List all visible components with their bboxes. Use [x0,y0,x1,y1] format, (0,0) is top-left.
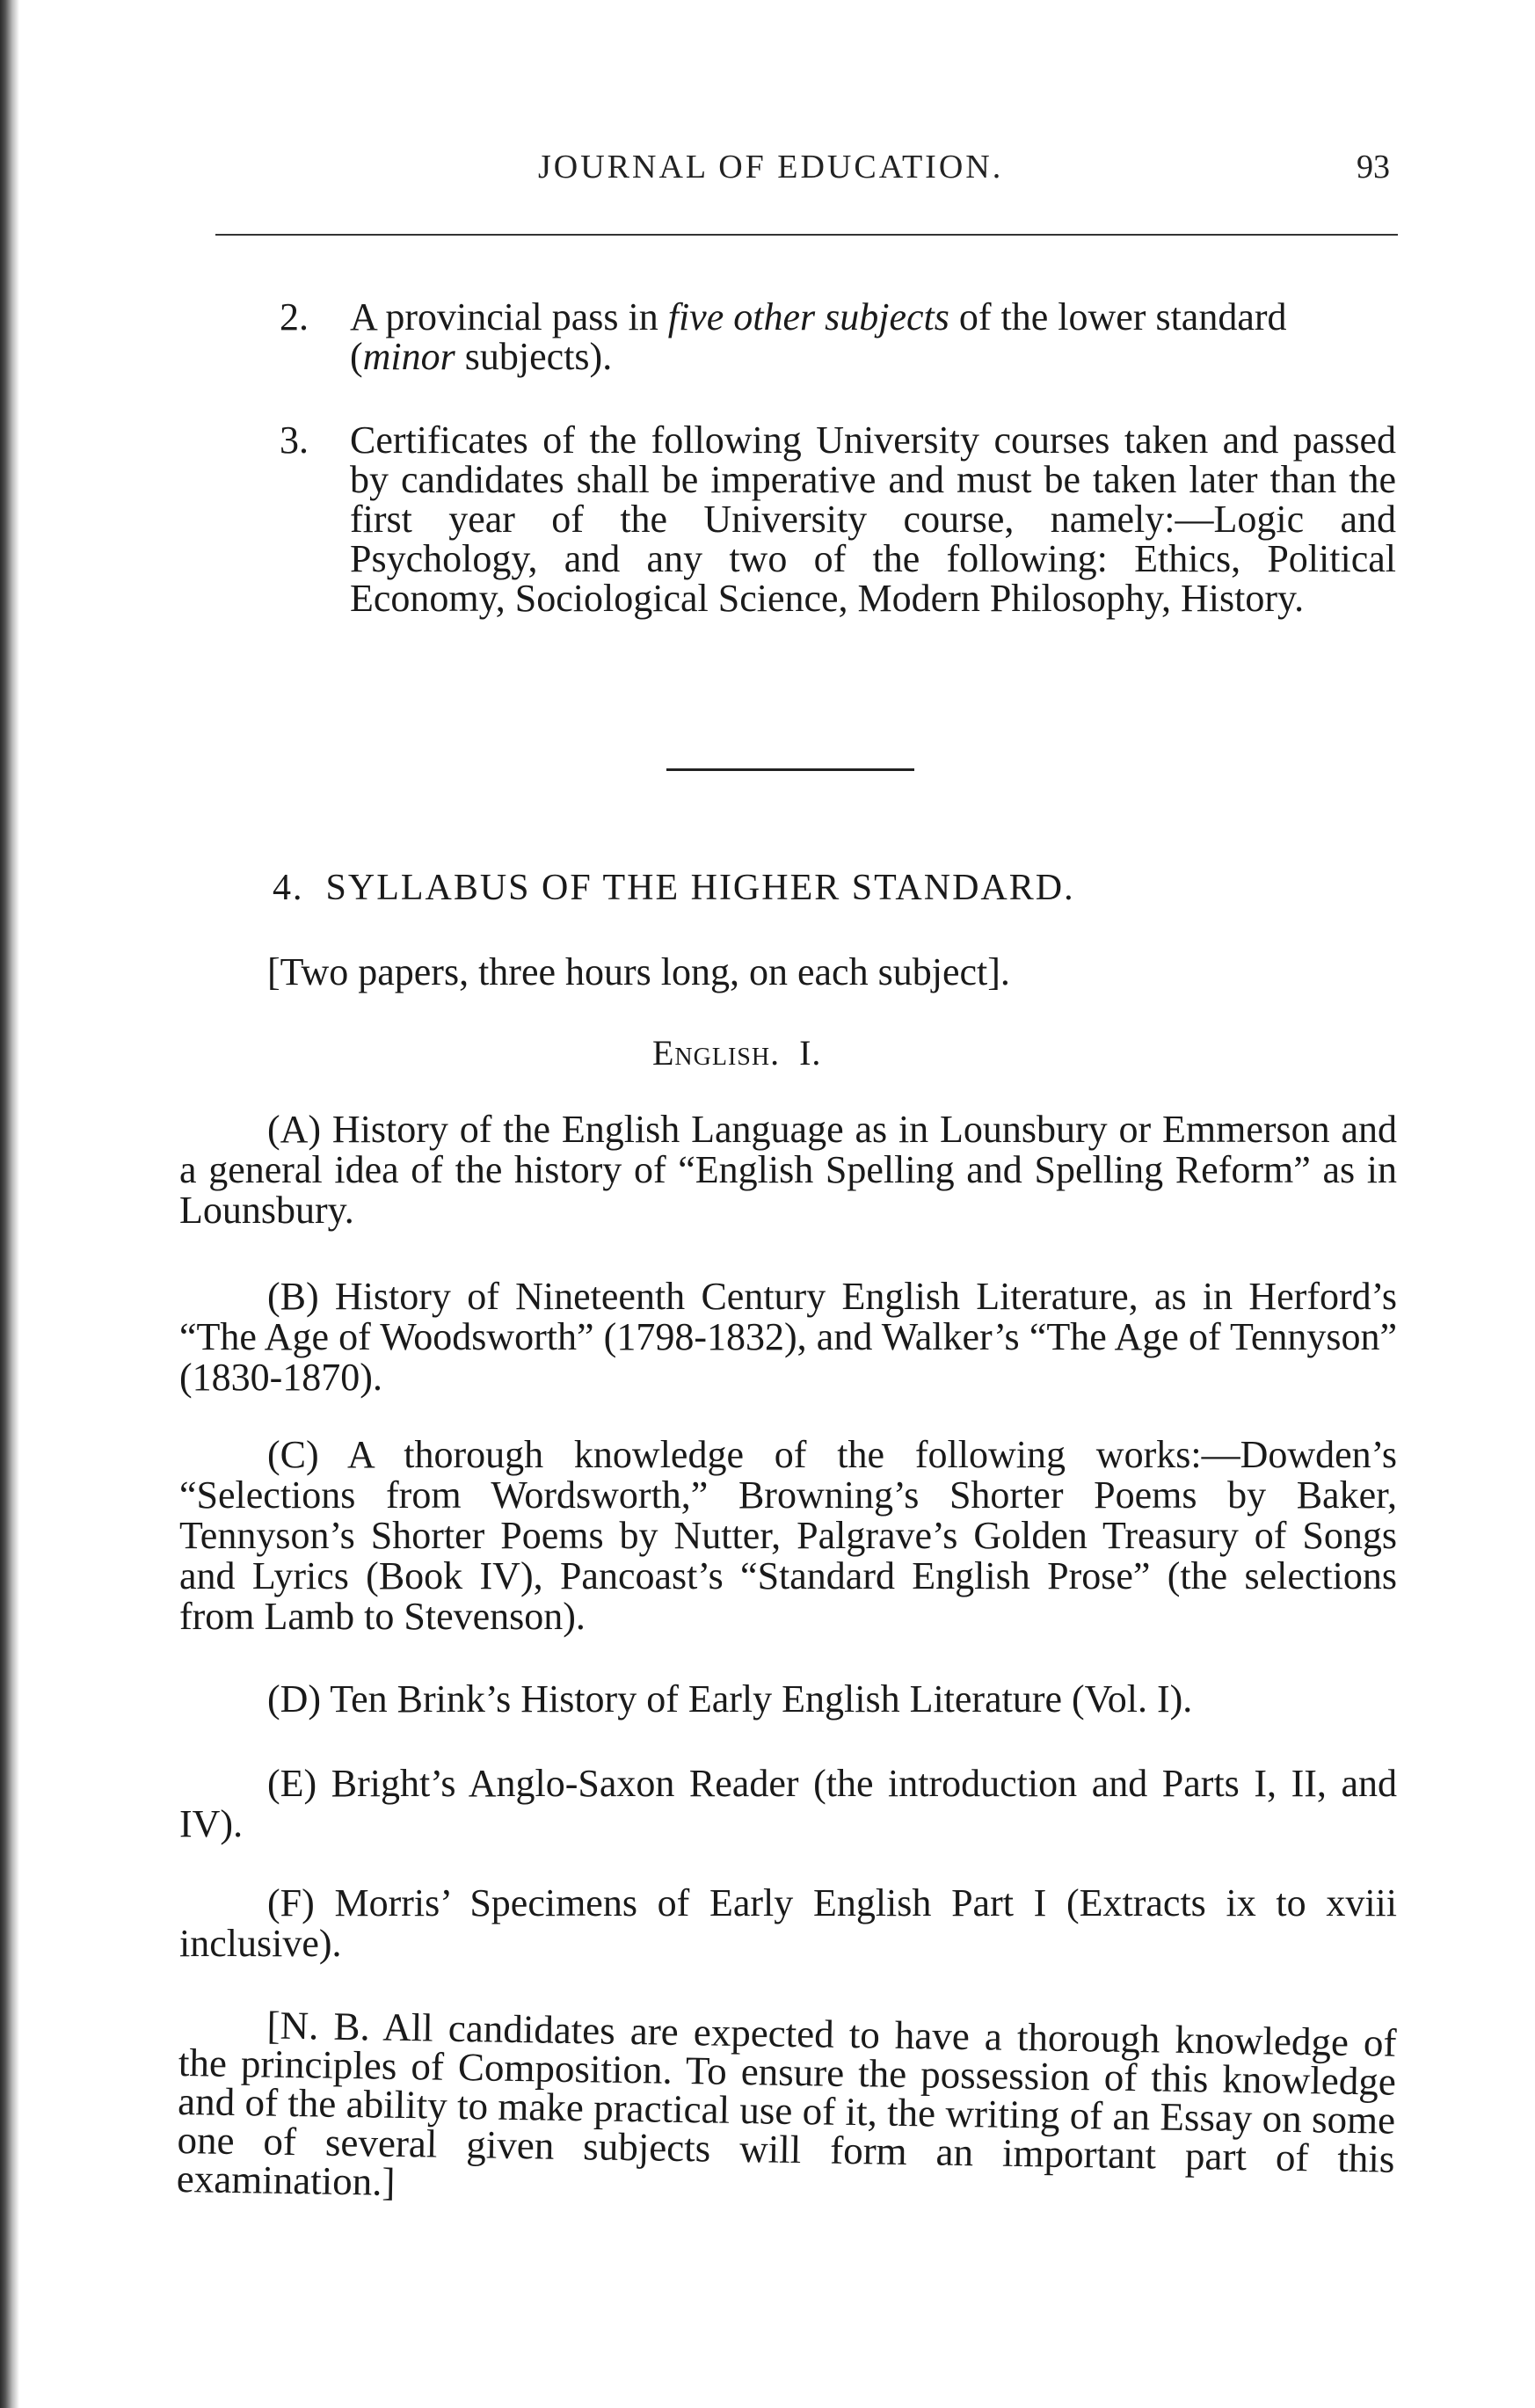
syllabus-paragraph-f: (F) Morris’ Specimens of Early English Part I (Extracts ix to xviii inclusive). [179,1881,1397,1965]
item-text-part: of the lower standard ( [350,295,1287,378]
page-number: 93 [1357,149,1390,186]
item-text [350,297,1396,376]
item-text: Certificates of the following University courses taken and passed by candidates shall be imperative and must be taken later than the first year of the University course, namely:—Logic and Psychology, and any two of the following: Ethics, Political Economy, Sociological Science, Modern Philosophy, History. [350,418,1396,620]
section-note: [Two papers, three hours long, on each subject]. [267,950,1010,993]
section-divider [666,768,914,771]
nota-bene-paragraph: [N. B. All candidates are expected to have a thorough knowledge of the principles of Composition. To ensure the possession of this knowledge and of the ability to make practical use of it, the writing of an Essay on some one of several given subjects will form an important part of this examination.] [176,2003,1397,2204]
syllabus-paragraph-d: (D) Ten Brink’s History of Early English Literature (Vol. I). [267,1677,1193,1721]
syllabus-paragraph-c: (C) A thorough knowledge of the following works:—Dowden’s “Selections from Wordsworth,” Browning’s Shorter Poems by Baker, Tennyson’s Shorter Poems by Nutter, Palgrave’s Golden Treasury of Songs and Lyrics (Book IV), Pancoast’s “Standard English Prose” (the selections from Lamb to Stevenson). [179,1433,1397,1638]
item-text-part: subjects). [455,335,613,378]
item-emphasis: five other subjects [667,295,949,338]
page-binding-edge [0,0,19,2408]
item-text-part: A provincial pass in [350,295,668,338]
syllabus-paragraph-a: (A) History of the English Language as in Lounsbury or Emmerson and a general idea of the history of “English Spelling and Spelling Reform” as in Lounsbury. [179,1108,1397,1232]
running-title: JOURNAL OF EDUCATION. [538,149,1004,186]
list-item [280,420,1396,618]
list-item [280,297,1396,376]
header-rule [215,234,1398,236]
page-header [0,148,1535,200]
item-number: 3. [280,418,309,462]
item-emphasis: minor [362,335,455,378]
section-heading: 4. SYLLABUS OF THE HIGHER STANDARD. [273,868,1075,908]
syllabus-paragraph-b: (B) History of Nineteenth Century English Literature, as in Herford’s “The Age of Woodsworth” (1798-1832), and Walker’s “The Age of Tennyson” (1830-1870). [179,1275,1397,1399]
item-number: 2. [280,295,309,338]
subject-heading: English. I. [652,1033,822,1073]
syllabus-paragraph-e: (E) Bright’s Anglo-Saxon Reader (the introduction and Parts I, II, and IV). [179,1762,1397,1845]
